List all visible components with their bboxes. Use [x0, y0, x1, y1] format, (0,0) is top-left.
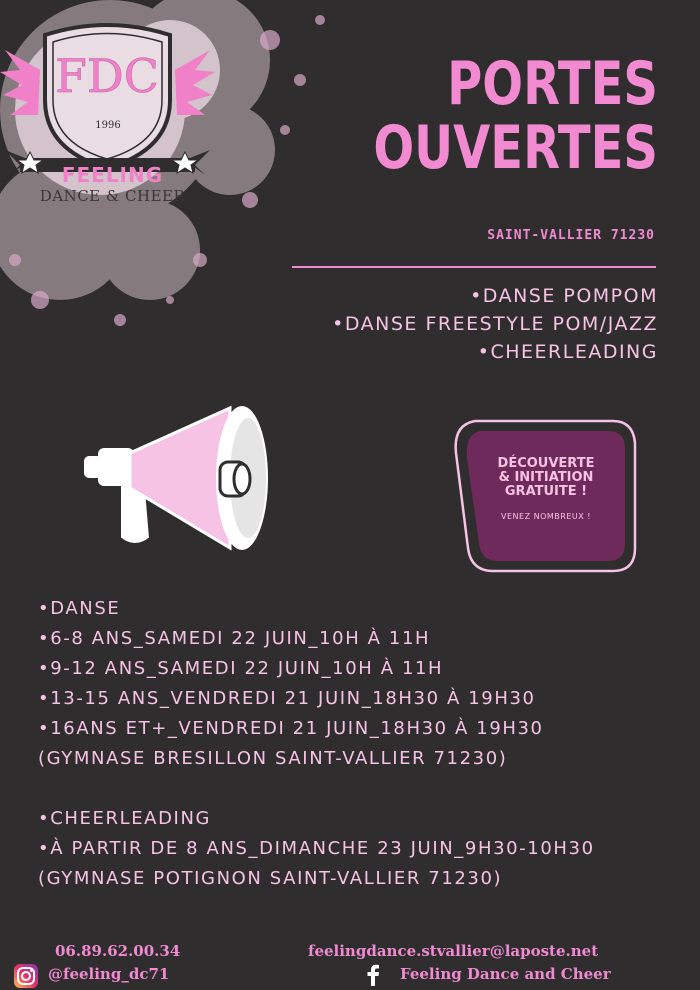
- instagram-handle[interactable]: @feeling_dc71: [48, 965, 170, 983]
- spacer: [38, 774, 678, 804]
- divider: [292, 266, 656, 268]
- badge-text: [462, 457, 630, 521]
- title-line-1: PORTES: [447, 49, 658, 119]
- badge-line: DÉCOUVERTE: [497, 456, 595, 471]
- activities-list: [258, 282, 658, 366]
- megaphone-icon: [80, 398, 280, 558]
- facebook-page[interactable]: Feeling Dance and Cheer: [400, 965, 611, 983]
- contact-footer: [0, 940, 700, 990]
- schedule-line: •À PARTIR DE 8 ANS_DIMANCHE 23 JUIN_9H30-10H30: [38, 838, 595, 859]
- activity-item: •DANSE POMPOM: [470, 285, 658, 307]
- email-address[interactable]: feelingdance.stvallier@laposte.net: [308, 942, 599, 960]
- badge-line: & INITIATION: [498, 470, 594, 485]
- badge-line: GRATUITE !: [504, 484, 588, 499]
- instagram-icon[interactable]: [14, 964, 38, 988]
- schedule-line: •9-12 ANS_SAMEDI 22 JUIN_10H À 11H: [38, 658, 444, 679]
- schedule-line: •16ANS ET+_VENDREDI 21 JUIN_18H30 À 19H30: [38, 718, 544, 739]
- phone-number[interactable]: 06.89.62.00.34: [55, 942, 181, 960]
- venue-line: (GYMNASE POTIGNON SAINT-VALLIER 71230): [38, 868, 503, 889]
- logo-subtitle: DANCE & CHEER: [39, 187, 186, 205]
- activity-item: •CHEERLEADING: [477, 341, 658, 363]
- page-title: [370, 49, 658, 183]
- schedule-line: •DANSE: [38, 598, 121, 619]
- schedule-line: •13-15 ANS_VENDREDI 21 JUIN_18H30 À 19H30: [38, 688, 536, 709]
- facebook-icon[interactable]: [365, 964, 381, 986]
- schedule: [38, 594, 678, 894]
- title-line-2: OUVERTES: [373, 113, 658, 183]
- location-label: SAINT-VALLIER 71230: [487, 228, 655, 243]
- schedule-line: •CHEERLEADING: [38, 808, 212, 829]
- venue-line: (GYMNASE BRESILLON SAINT-VALLIER 71230): [38, 748, 508, 769]
- svg-text:FDC: FDC: [55, 49, 159, 103]
- logo-year: 1996: [95, 120, 121, 131]
- badge-note: VENEZ NOMBREUX !: [501, 512, 591, 521]
- logo-wordmark: FEELING: [61, 163, 164, 187]
- activity-item: •DANSE FREESTYLE POM/JAZZ: [332, 313, 658, 335]
- schedule-line: •6-8 ANS_SAMEDI 22 JUIN_10H À 11H: [38, 628, 431, 649]
